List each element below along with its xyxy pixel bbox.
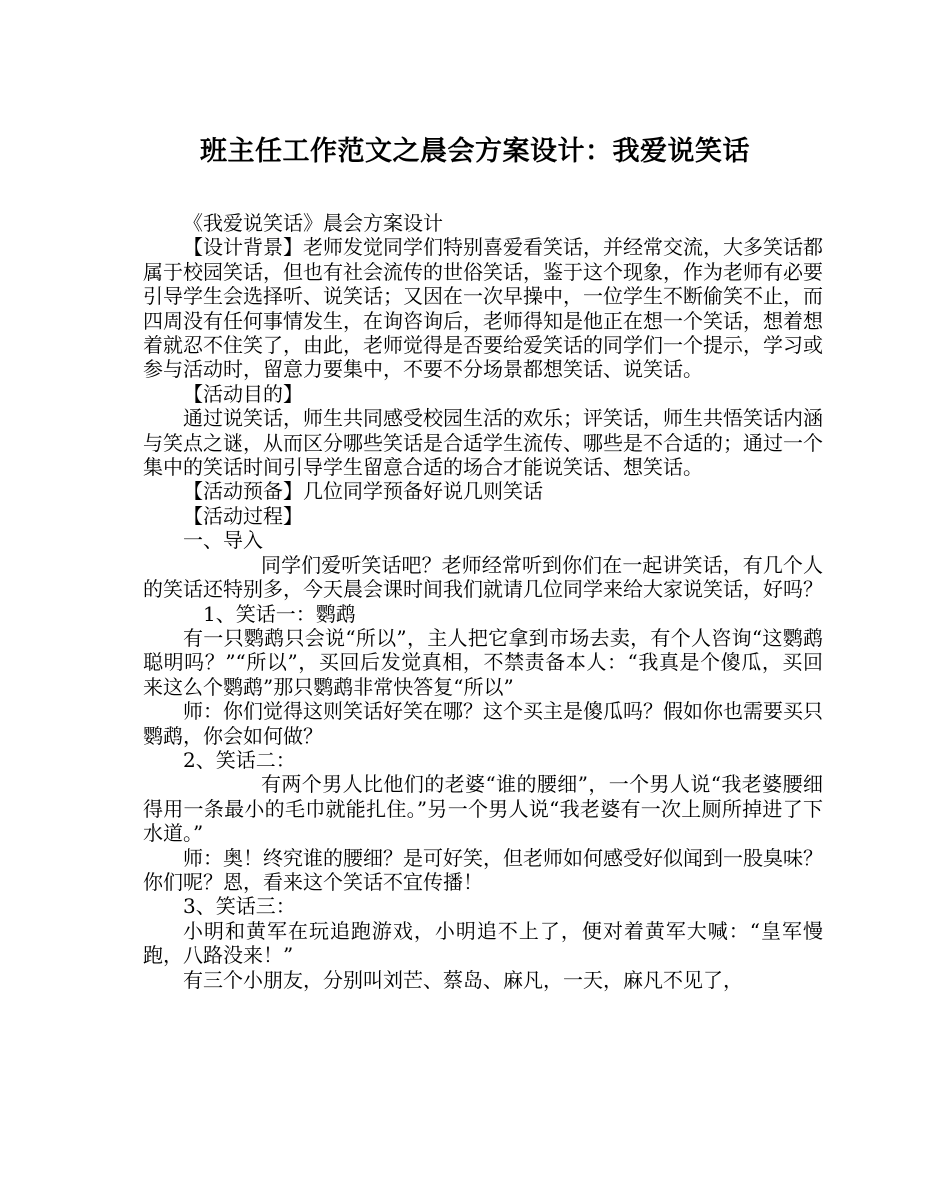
paragraph-joke-three-continued: 有三个小朋友，分别叫刘芒、蔡岛、麻凡，一天，麻凡不见了， [183,967,743,992]
paragraph-process-heading: 【活动过程】 [183,503,303,528]
paragraph-joke-one-heading: 1、笑话一：鹦鹉 [203,601,356,626]
paragraph-preparation: 【活动预备】几位同学预备好说几则笑话 [183,479,543,504]
paragraph-joke-one-text: 有一只鹦鹉只会说“所以”，主人把它拿到市场去卖，有个人咨询“这鹦鹉聪明吗？”“所以”，买回后发觉真相，不禁责备本人：“我真是个傻瓜，买回来这么个鹦鹉”那只鹦鹉非常快答复“所以” [143,625,823,699]
paragraph-design-background: 【设计背景】老师发觉同学们特别喜爱看笑话，并经常交流，大多笑话都属于校园笑话，但也有社会流传的世俗笑话，鉴于这个现象，作为老师有必要引导学生会选择听、说笑话；又因在一次早操中，一位学生不断偷笑不止，而四周没有任何事情发生，在询咨询后，老师得知是他正在想一个笑话，想着想着就忍不住笑了，由此，老师觉得是否要给爱笑话的同学们一个提示，学习或参与活动时，留意力要集中，不要不分场景都想笑话、说笑话。 [143,235,823,382]
paragraph-intro-text: 同学们爱听笑话吧？老师经常听到你们在一起讲笑话，有几个人的笑话还特别多，今天晨会课时间我们就请几位同学来给大家说笑话，好吗？ [143,552,823,602]
paragraph-joke-three-heading: 3、笑话三： [183,894,296,919]
document-body [143,211,823,992]
document-title: 班主任工作范文之晨会方案设计：我爱说笑话 [200,136,750,167]
paragraph-plan-heading: 《我爱说笑话》晨会方案设计 [183,211,443,235]
paragraph-joke-two-comment: 师：奥！终究谁的腰细？是可好笑，但老师如何感受好似闻到一股臭味？你们呢？恩，看来这个笑话不宜传播！ [143,845,823,894]
paragraph-joke-three-text: 小明和黄军在玩追跑游戏，小明追不上了，便对着黄军大喊：“皇军慢跑，八路没来！” [143,918,823,968]
paragraph-goal-heading: 【活动目的】 [183,381,303,406]
paragraph-intro-heading: 一、导入 [183,528,263,553]
paragraph-joke-one-comment: 师：你们觉得这则笑话好笑在哪？这个买主是傻瓜吗？假如你也需要买只鹦鹉，你会如何做？ [143,699,823,748]
paragraph-goal-text: 通过说笑话，师生共同感受校园生活的欢乐；评笑话，师生共悟笑话内涵与笑点之谜，从而区分哪些笑话是合适学生流传、哪些是不合适的；通过一个集中的笑话时间引导学生留意合适的场合才能说笑话、想笑话。 [143,406,823,480]
paragraph-joke-two-text: 有两个男人比他们的老婆“谁的腰细”，一个男人说“我老婆腰细得用一条最小的毛巾就能扎住。”另一个男人说“我老婆有一次上厕所掉进了下水道。” [143,772,823,846]
paragraph-joke-two-heading: 2、笑话二： [183,747,296,772]
